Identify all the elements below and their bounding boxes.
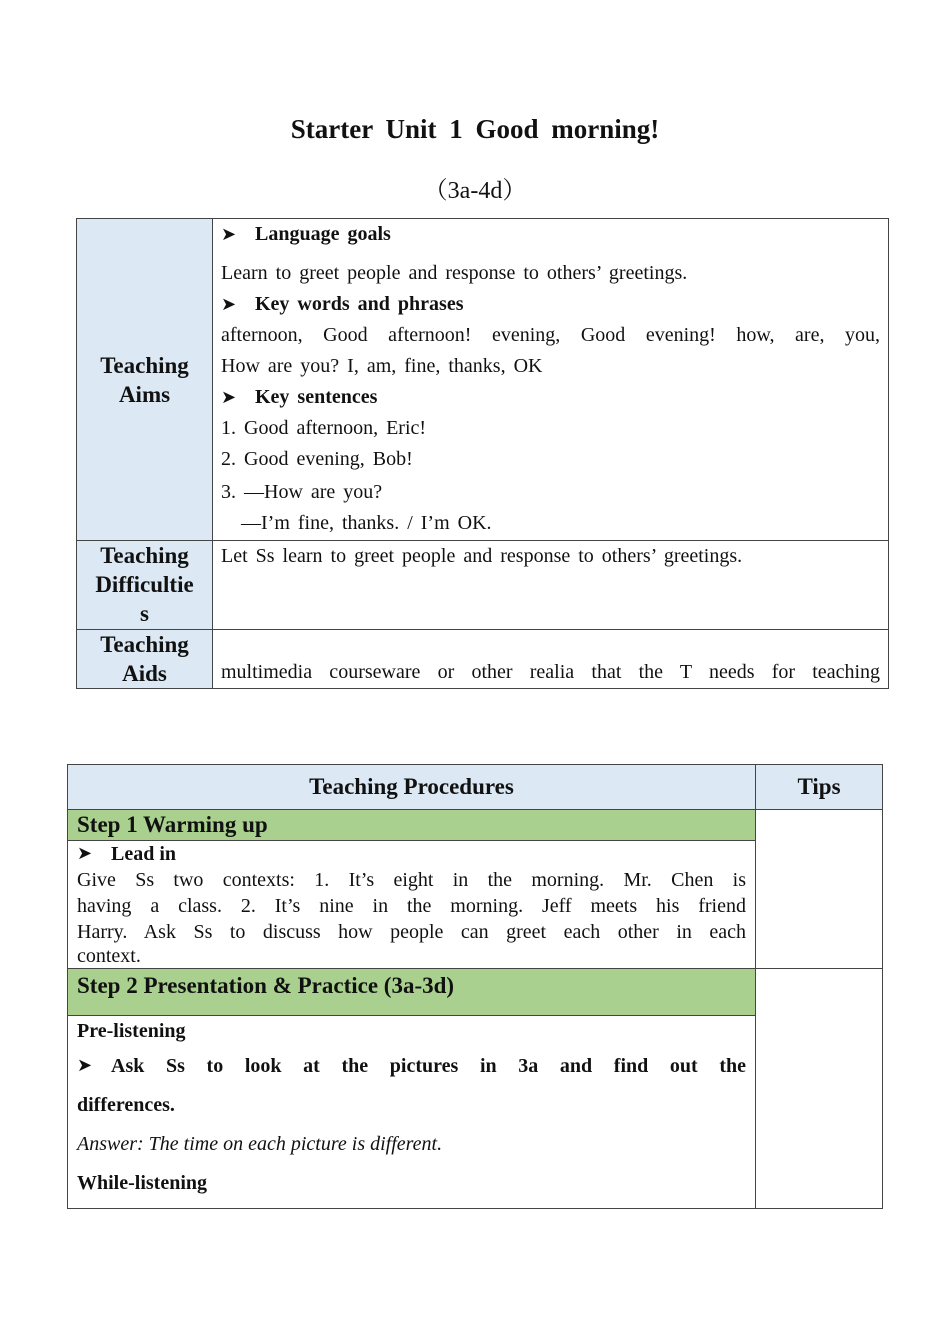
aids-content: multimedia courseware or other realia that the T needs for teaching: [213, 630, 889, 689]
while-listening-label: While-listening: [77, 1172, 208, 1194]
arrowhead-bullet-icon: ➤: [221, 294, 237, 315]
teaching-procedures-table: [67, 764, 883, 1209]
key-sentence: 2. Good evening, Bob!: [221, 448, 413, 470]
key-words-heading: ➤ Key words and phrases: [221, 289, 880, 320]
arrowhead-bullet-icon: ➤: [221, 224, 237, 245]
pre-listening-label: Pre-listening: [77, 1020, 186, 1042]
step1-tips: [756, 810, 883, 969]
aims-content: [213, 219, 889, 541]
procedures-header-row: [68, 765, 883, 810]
key-sentence: 1. Good afternoon, Eric!: [221, 417, 427, 439]
tips-header: Tips: [756, 765, 883, 810]
aims-row: [77, 219, 889, 541]
step1-title: Step 1 Warming up: [68, 810, 756, 841]
step2-title-row: [68, 969, 883, 1016]
step2-title: Step 2 Presentation & Practice (3a-3d): [68, 969, 756, 1016]
lead-in-heading: ➤ Lead in: [77, 843, 177, 865]
key-words-line: How are you? I, am, fine, thanks, OK: [221, 355, 543, 377]
aids-row: [77, 630, 889, 689]
step1-title-row: [68, 810, 883, 841]
arrowhead-bullet-icon: ➤: [77, 1055, 93, 1076]
difficulties-content: Let Ss learn to greet people and response to others’ greetings.: [213, 541, 889, 630]
step1-body: ➤ Lead in Give Ss two contexts: 1. It’s eight in the morning. Mr. Chen is having a class. 2. It’s nine in the morning. Jeff meets his friend Harry. Ask Ss to discuss how people can greet each other in each context.: [68, 841, 756, 969]
language-goals-text: Learn to greet people and response to others’ greetings.: [221, 262, 688, 284]
language-goals-heading: ➤ Language goals: [221, 219, 880, 250]
answer-text: Answer: The time on each picture is different.: [77, 1133, 443, 1155]
key-sentences-heading: ➤ Key sentences: [221, 382, 880, 413]
key-words-line: afternoon, Good afternoon! evening, Good evening! how, are, you,: [221, 324, 880, 346]
document-title: Starter Unit 1 Good morning!: [290, 114, 660, 144]
difficulties-label: Teaching Difficultie s: [77, 541, 213, 630]
task-line: differences.: [77, 1094, 175, 1116]
document-subtitle: （3a-4d）: [423, 178, 527, 204]
key-sentence: —I’m fine, thanks. / I’m OK.: [241, 512, 492, 534]
teaching-aims-table: [76, 218, 889, 689]
difficulties-row: [77, 541, 889, 630]
procedures-header: Teaching Procedures: [68, 765, 756, 810]
step2-body: [68, 1016, 756, 1209]
arrowhead-bullet-icon: ➤: [77, 843, 93, 864]
aids-label: Teaching Aids: [77, 630, 213, 689]
step2-tips: [756, 969, 883, 1209]
arrowhead-bullet-icon: ➤: [221, 387, 237, 408]
aims-label: Teaching Aims: [77, 219, 213, 541]
task-line: ➤ Ask Ss to look at the pictures in 3a and find out the: [77, 1046, 746, 1086]
key-sentence: 3. —How are you?: [221, 481, 383, 503]
